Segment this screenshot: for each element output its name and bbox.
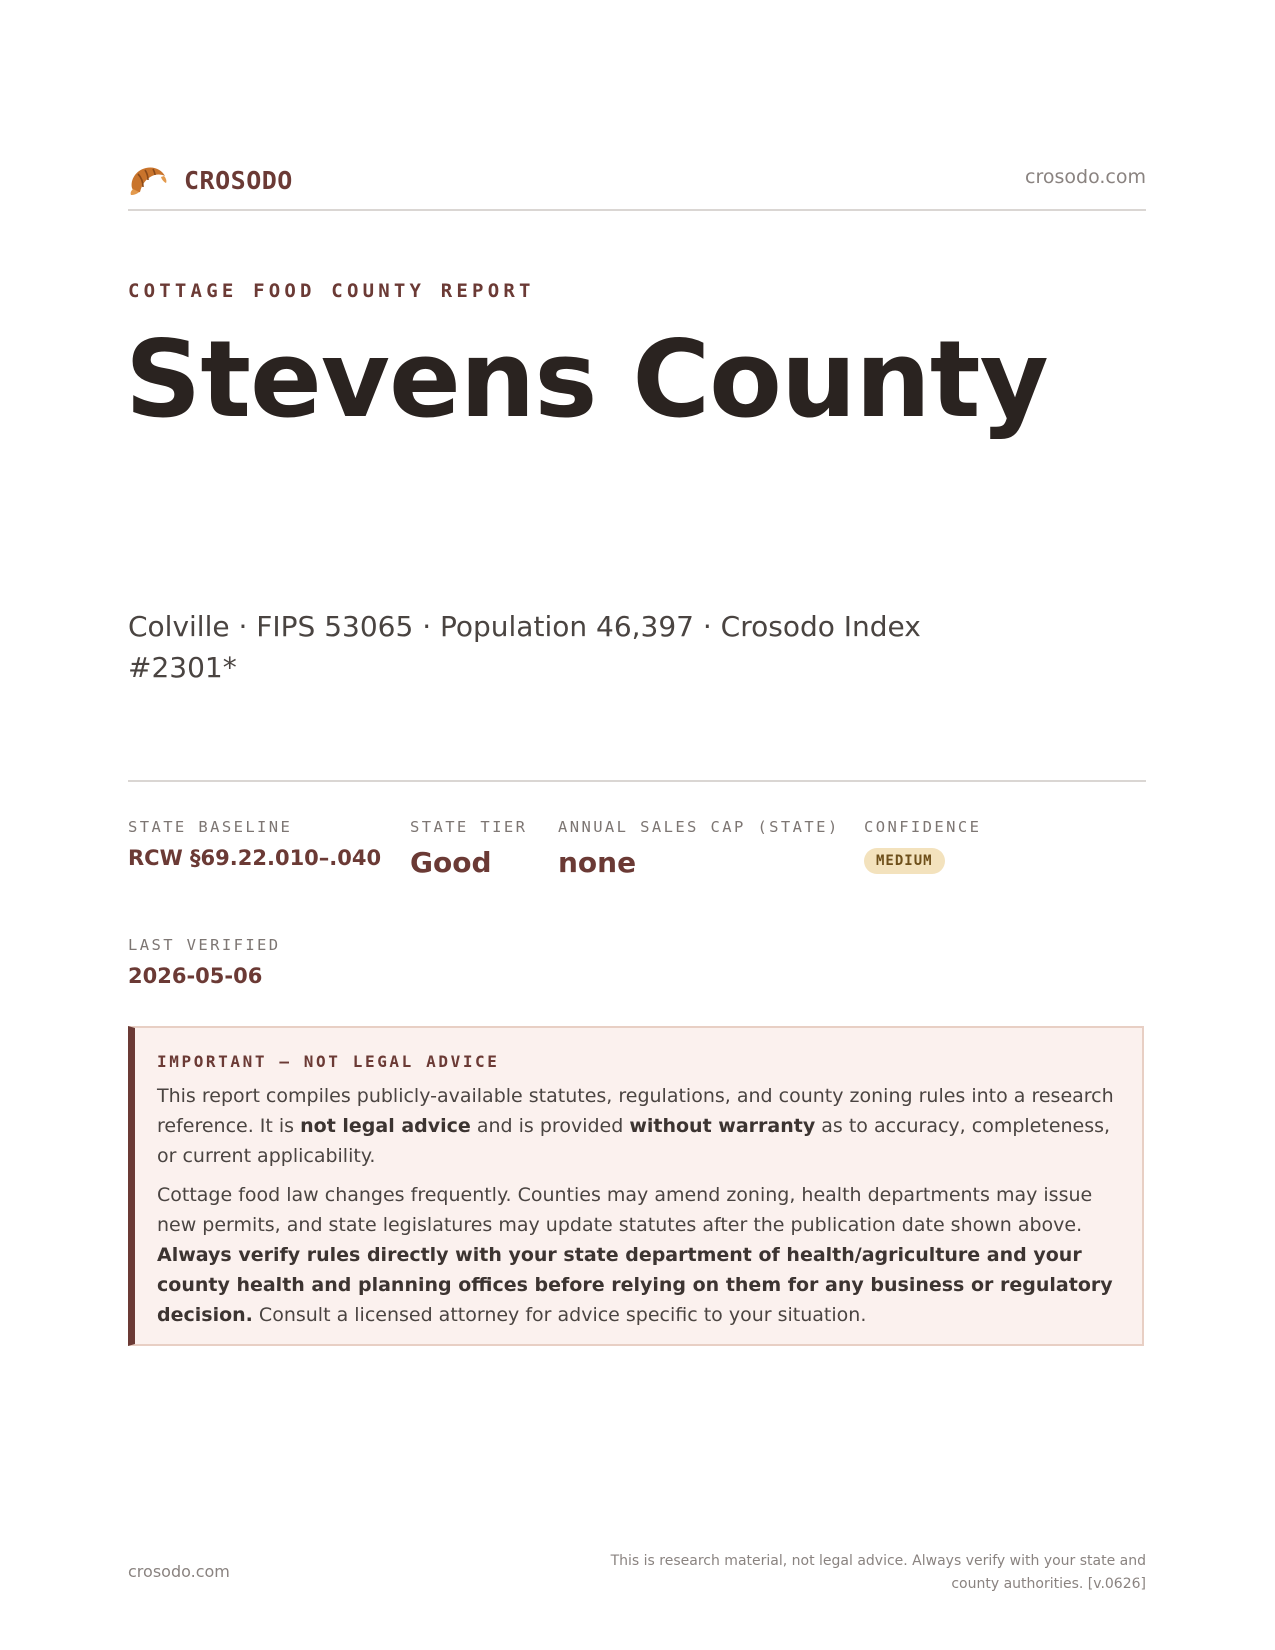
stat-label: LAST VERIFIED	[128, 936, 281, 954]
stat-state-tier	[410, 818, 527, 879]
stat-label: STATE TIER	[410, 818, 528, 836]
footer-disclaimer: This is research material, not legal advice. Always verify with your state and county authorities. [v.0626]	[610, 1553, 1146, 1592]
report-subtitle: Colville · FIPS 53065 · Population 46,397 · Crosodo Index #2301*	[128, 610, 921, 684]
croissant-icon	[128, 162, 168, 198]
notice-paragraph-1	[157, 1081, 1120, 1171]
stat-value: 2026-05-06	[128, 964, 263, 988]
stat-confidence	[864, 818, 981, 874]
page-title: Stevens County	[125, 318, 1048, 441]
brand	[128, 160, 293, 200]
stat-value: Good	[410, 846, 492, 879]
stat-label: CONFIDENCE	[864, 818, 982, 836]
legal-notice	[128, 1026, 1144, 1346]
notice-text: as to accuracy, completeness, or current applicability.	[157, 1115, 1111, 1167]
report-page	[125, 0, 1146, 1650]
notice-title: IMPORTANT — NOT LEGAL ADVICE	[157, 1052, 500, 1071]
footer-site-url[interactable]: crosodo.com	[128, 1562, 230, 1581]
stat-label: STATE BASELINE	[128, 818, 293, 836]
notice-text: and is provided	[470, 1115, 630, 1137]
report-eyebrow: COTTAGE FOOD COUNTY REPORT	[128, 280, 535, 302]
stat-last-verified	[128, 936, 281, 988]
notice-emphasis: not legal advice	[300, 1115, 471, 1137]
notice-emphasis: Always verify rules directly with your state department of health/agriculture and your county health and planning offices before relying on them for any business or regulatory decision.	[157, 1244, 1113, 1326]
site-url[interactable]: crosodo.com	[1025, 166, 1146, 188]
notice-text: Consult a licensed attorney for advice specific to your situation.	[252, 1304, 867, 1326]
section-divider	[128, 780, 1146, 782]
stat-value: RCW §69.22.010–.040	[128, 846, 382, 870]
brand-name: CROSODO	[184, 165, 293, 195]
notice-paragraph-2	[157, 1180, 1120, 1330]
stat-value: none	[558, 846, 637, 879]
notice-text: This report compiles publicly-available statutes, regulations, and county zoning rules into a research reference. It is	[157, 1085, 1114, 1137]
stat-label: ANNUAL SALES CAP (STATE)	[558, 818, 840, 836]
confidence-badge: MEDIUM	[864, 848, 945, 874]
notice-emphasis: without warranty	[629, 1115, 816, 1137]
notice-text: Cottage food law changes frequently. Counties may amend zoning, health departments may issue new permits, and state legislatures may update statutes after the publication date shown above.	[157, 1184, 1093, 1236]
stat-state-baseline	[128, 818, 381, 870]
stat-annual-sales-cap	[558, 818, 840, 879]
header-divider	[128, 209, 1146, 211]
